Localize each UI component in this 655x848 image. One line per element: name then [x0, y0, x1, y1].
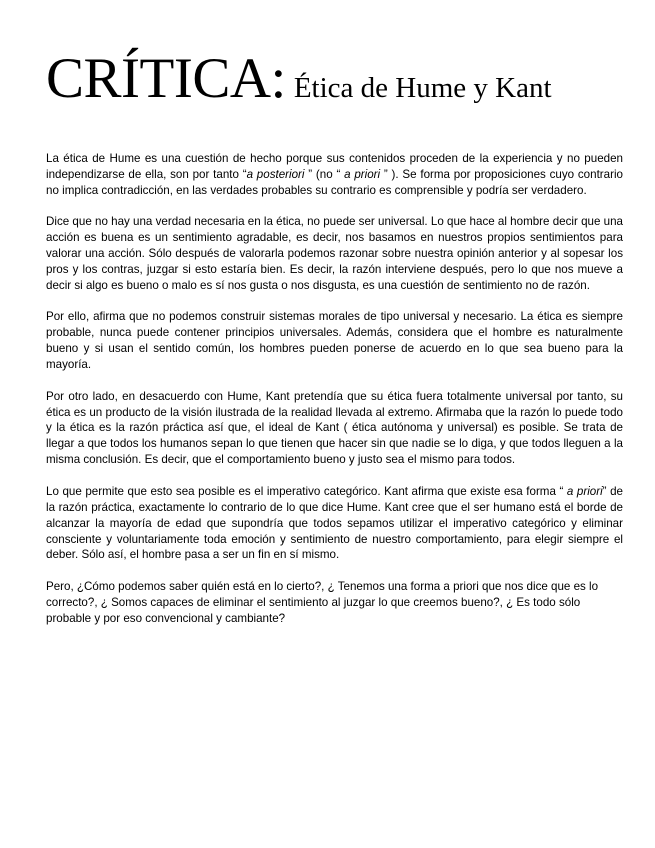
- paragraph-text: Por otro lado, en desacuerdo con Hume, Kant pretendía que su ética fuera totalmente universal por tanto, su ética es un producto de la visión ilustrada de la realidad llevada al extremo. Afirmaba que la razón lo puede todo y la ética es la razón práctica así que, el ideal de Kant ( ética autónoma y universal) es posible. Se trata de llegar a que todos los humanos sepan lo que tienen que hacer sin que nadie se lo diga, y que todos lleguen a la misma conclusión. Es decir, que el comportamiento bueno y justo sea el mismo para todos.: [46, 389, 623, 467]
- document-body: [46, 151, 623, 642]
- paragraph-text: La ética de Hume es una cuestión de hecho porque sus contenidos proceden de la experiencia y no pueden independizarse de ella, son por tanto “: [46, 152, 623, 181]
- document-title: [46, 47, 552, 110]
- paragraph-text: Dice que no hay una verdad necesaria en la ética, no puede ser universal. Lo que hace al hombre decir que una acción es buena es un sentimiento agradable, es decir, nos basamos en nuestros propios sentimientos para valorar una acción. Sólo después de valorarla podemos razonar sobre nuestra opinión anterior y al sopesar los pros y los contras, juzgar si esto estaría bien. Es decir, la razón interviene después, pero lo que nos mueve a decir si algo es bueno o malo es sí nos gusta o nos disgusta, es una cuestión de sentimiento no de razón.: [46, 215, 623, 292]
- paragraph-text: ” (no “: [304, 167, 345, 181]
- title-main: CRÍTICA:: [46, 47, 286, 110]
- paragraph: [46, 151, 623, 199]
- paragraph-text: Pero, ¿Cómo podemos saber quién está en lo cierto?, ¿ Tenemos una forma a priori que nos dice que es lo correcto?, ¿ Somos capaces de eliminar el sentimiento al juzgar lo que creemos bueno?, ¿ Es todo sólo probable y por eso convencional y cambiante?: [46, 579, 599, 625]
- paragraph-text: ” ). Se forma por proposiciones cuyo contrario no implica contradicción, en las verdades probables su contrario es comprensible y podría ser verdadero.: [46, 167, 623, 197]
- italic-term: a posteriori: [246, 167, 305, 181]
- italic-term: a priori: [566, 484, 603, 498]
- title-subtitle: Ética de Hume y Kant: [293, 72, 552, 104]
- paragraph: [46, 484, 623, 564]
- paragraph: [46, 579, 623, 627]
- paragraph-text: Por ello, afirma que no podemos construir sistemas morales de tipo universal y necesario. La ética es siempre probable, nunca puede contener principios universales. Además, considera que el hombre es naturalmente bueno y si usan el sentido común, los hombres pueden ponerse de acuerdo en lo que sea bueno para la mayoría.: [46, 310, 623, 372]
- paragraph: [46, 309, 623, 373]
- paragraph-text: ” de la razón práctica, exactamente lo contrario de lo que dice Hume. Kant cree que el ser humano está el borde de alcanzar la mayoría de edad que supondría que todos sepamos utilizar el imperativo categórico y eliminar consciente y voluntariamente toda emoción y sentimiento de nuestro comportamiento, para elegir siempre el deber. Sólo así, el hombre pasa a ser un fin en sí mismo.: [46, 484, 623, 562]
- paragraph: [46, 389, 623, 469]
- paragraph: [46, 214, 623, 294]
- italic-term: a priori: [344, 167, 381, 181]
- paragraph-text: Lo que permite que esto sea posible es el imperativo categórico. Kant afirma que existe esa forma “: [46, 484, 567, 498]
